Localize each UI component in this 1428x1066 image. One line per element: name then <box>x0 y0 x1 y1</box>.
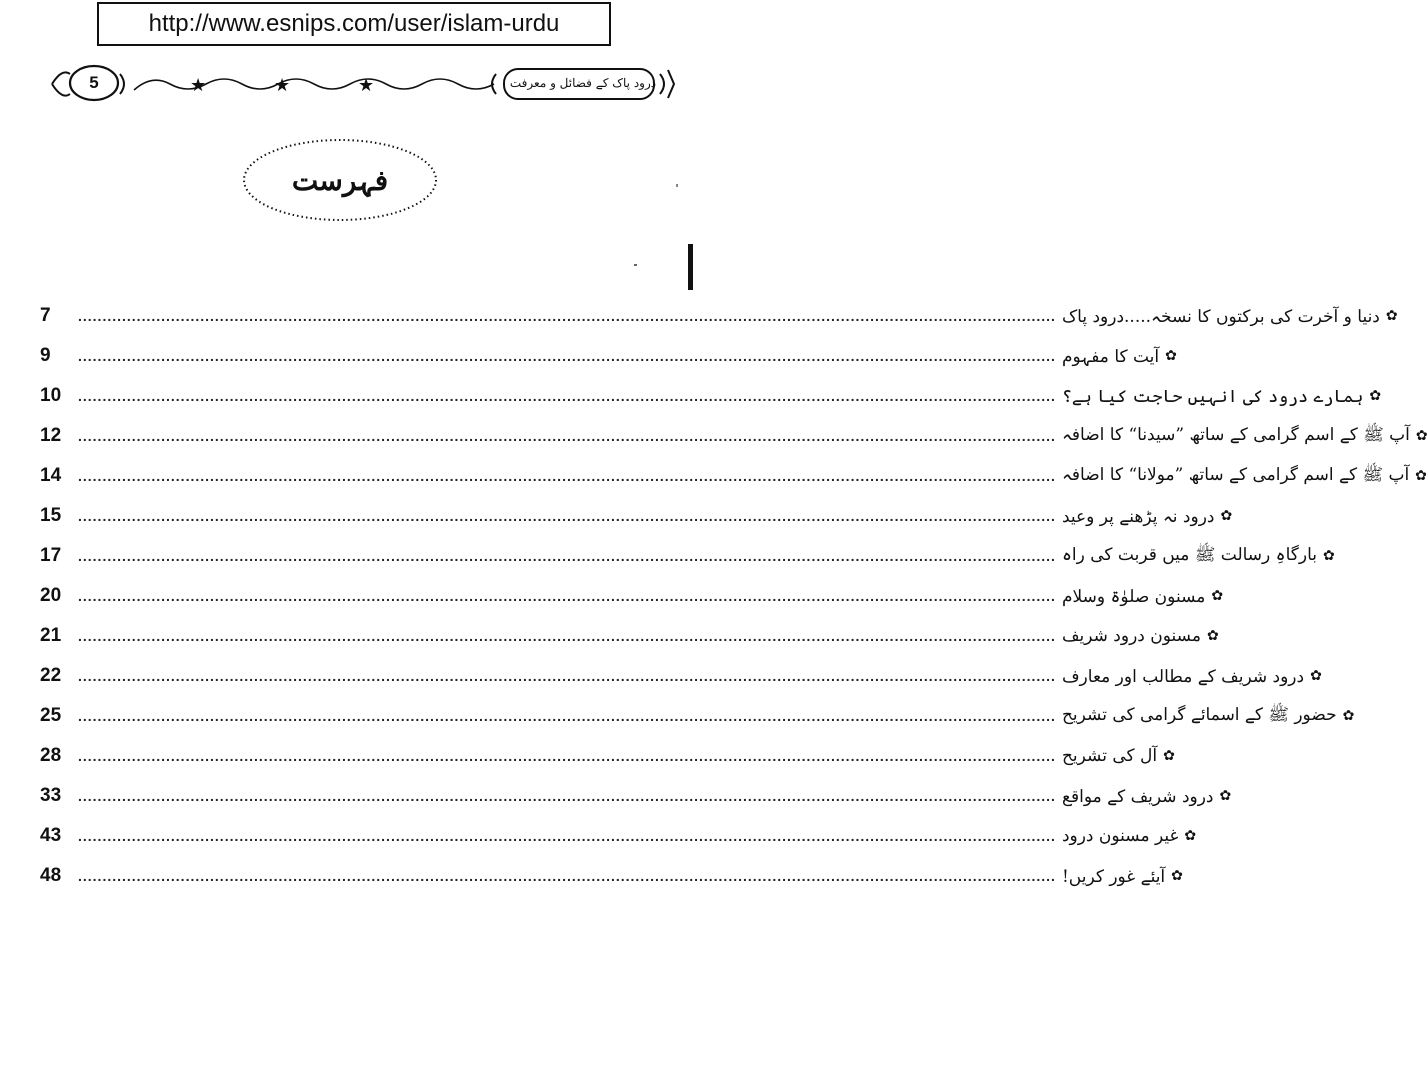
toc-entry-text: مسنون صلوٰۃ وسلام <box>1061 586 1206 607</box>
toc-page-number: 10 <box>40 385 62 406</box>
toc-entry-title <box>1062 386 1381 407</box>
toc-entry[interactable] <box>40 656 1322 696</box>
title-cartouche <box>240 135 440 225</box>
toc-entry[interactable] <box>40 456 1427 496</box>
toc-page-number: 43 <box>40 825 62 846</box>
toc-page-number: 7 <box>40 305 51 326</box>
page-title: فہرست <box>291 163 389 197</box>
flower-bullet-icon: ✿ <box>1385 308 1398 324</box>
toc-entry-title <box>1062 464 1427 489</box>
source-url: http://www.esnips.com/user/islam-urdu <box>148 10 560 37</box>
scan-artifact-bar <box>688 244 693 290</box>
scan-artifact <box>634 264 637 266</box>
toc-entry[interactable] <box>40 296 1398 336</box>
dot-leader: ........................................................................................................................................................................................................ <box>78 868 1056 884</box>
toc-entry[interactable] <box>40 736 1175 776</box>
flower-bullet-icon: ✿ <box>1211 588 1224 604</box>
toc-page-number: 15 <box>40 505 62 526</box>
toc-page-number: 33 <box>40 785 62 806</box>
toc-entry-text: آپ ﷺ کے اسم گرامی کے ساتھ ”مولانا“ کا اضافہ <box>1061 464 1410 485</box>
toc-entry-title <box>1062 746 1175 766</box>
flower-bullet-icon: ✿ <box>1163 748 1175 764</box>
toc-entry[interactable] <box>40 496 1233 536</box>
flower-bullet-icon: ✿ <box>1219 788 1232 804</box>
toc-entry-title <box>1062 306 1398 327</box>
flower-bullet-icon: ✿ <box>1323 548 1335 564</box>
flower-bullet-icon: ✿ <box>1165 348 1177 364</box>
dot-leader: ........................................................................................................................................................................................................ <box>78 588 1056 604</box>
svg-text:★: ★ <box>274 75 291 96</box>
toc-page-number: 22 <box>40 665 62 686</box>
flower-bullet-icon: ✿ <box>1220 508 1233 524</box>
toc-page-number: 48 <box>40 865 62 886</box>
toc-entry-title <box>1062 424 1428 449</box>
page-number-frame <box>68 66 120 100</box>
toc-entry-text: آل کی تشریح <box>1061 746 1158 766</box>
toc-page-number: 14 <box>40 465 62 486</box>
dot-leader: ........................................................................................................................................................................................................ <box>78 508 1056 524</box>
dot-leader: ........................................................................................................................................................................................................ <box>78 788 1056 804</box>
toc-entry-text: درود نہ پڑھنے پر وعید <box>1061 506 1215 527</box>
dot-leader: ........................................................................................................................................................................................................ <box>78 428 1056 444</box>
toc-entry[interactable] <box>40 816 1197 856</box>
toc-entry-title <box>1062 786 1231 807</box>
toc-entry-title <box>1062 506 1232 527</box>
scan-artifact <box>676 184 678 187</box>
toc-entry-text: غیر مسنون درود <box>1061 826 1179 846</box>
dot-leader: ........................................................................................................................................................................................................ <box>78 668 1056 684</box>
flower-bullet-icon: ✿ <box>1171 868 1183 884</box>
dot-leader: ........................................................................................................................................................................................................ <box>78 548 1056 564</box>
toc-entry[interactable] <box>40 536 1335 576</box>
page-header-ornament <box>48 60 676 108</box>
toc-entry-text: ہمارے درود کی انہیں حاجت کیا ہے؟ <box>1061 386 1364 407</box>
dot-leader: ........................................................................................................................................................................................................ <box>78 828 1056 844</box>
toc-entry[interactable] <box>40 696 1355 736</box>
flower-bullet-icon: ✿ <box>1415 428 1428 444</box>
toc-entry-title <box>1062 826 1196 846</box>
page-number: 5 <box>89 73 99 92</box>
toc-entry-text: حضور ﷺ کے اسمائے گرامی کی تشریح <box>1061 704 1337 725</box>
toc-entry-title <box>1062 586 1223 607</box>
source-url-box <box>97 2 611 46</box>
svg-text:★: ★ <box>190 75 207 96</box>
toc-entry-text: مسنون درود شریف <box>1061 626 1201 646</box>
toc-entry-text: آیئے غور کریں! <box>1061 866 1166 887</box>
toc-entry[interactable] <box>40 576 1224 616</box>
toc-entry[interactable] <box>40 776 1232 816</box>
toc-entry[interactable] <box>40 616 1219 656</box>
flower-bullet-icon: ✿ <box>1310 668 1322 684</box>
toc-page-number: 17 <box>40 545 62 566</box>
toc-entry-text: درود شریف کے مواقع <box>1061 786 1214 807</box>
toc-entry-text: بارگاہِ رسالت ﷺ میں قربت کی راہ <box>1061 544 1318 565</box>
toc-entry[interactable] <box>40 376 1382 416</box>
toc-entry[interactable] <box>40 336 1177 376</box>
flower-bullet-icon: ✿ <box>1206 628 1219 644</box>
dot-leader: ........................................................................................................................................................................................................ <box>78 628 1056 644</box>
toc-entry-text: آپ ﷺ کے اسم گرامی کے ساتھ ”سیدنا“ کا اضافہ <box>1061 424 1410 445</box>
svg-text:★: ★ <box>358 75 375 96</box>
dot-leader: ........................................................................................................................................................................................................ <box>78 388 1056 404</box>
toc-page-number: 12 <box>40 425 62 446</box>
toc-entry-text: آیت کا مفہوم <box>1061 346 1160 367</box>
flower-bullet-icon: ✿ <box>1184 828 1197 844</box>
toc-entry-title <box>1062 626 1219 646</box>
toc-entry[interactable] <box>40 856 1183 896</box>
toc-page-number: 28 <box>40 745 62 766</box>
flower-bullet-icon: ✿ <box>1369 388 1382 404</box>
flower-bullet-icon: ✿ <box>1415 468 1427 484</box>
toc-page-number: 9 <box>40 345 51 366</box>
toc-page-number: 21 <box>40 625 62 646</box>
flower-bullet-icon: ✿ <box>1342 708 1355 724</box>
dot-leader: ........................................................................................................................................................................................................ <box>78 468 1056 484</box>
dot-leader: ........................................................................................................................................................................................................ <box>78 748 1056 764</box>
toc-entry-text: دنیا و آخرت کی برکتوں کا نسخہ.....درود پاک <box>1061 306 1380 327</box>
toc-entry-title <box>1062 866 1183 887</box>
toc-entry-title <box>1062 704 1354 729</box>
toc-page-number: 25 <box>40 705 62 726</box>
toc-entry-title <box>1062 346 1177 367</box>
running-head: درود پاک کے فضائل و معرفت <box>509 76 657 90</box>
toc-entry-title <box>1062 544 1335 569</box>
toc-entry[interactable] <box>40 416 1428 456</box>
table-of-contents <box>40 296 1428 896</box>
dot-leader: ........................................................................................................................................................................................................ <box>78 708 1056 724</box>
dot-leader: ........................................................................................................................................................................................................ <box>78 308 1056 324</box>
toc-page-number: 20 <box>40 585 62 606</box>
dot-leader: ........................................................................................................................................................................................................ <box>78 348 1056 364</box>
toc-entry-title <box>1062 666 1322 687</box>
toc-entry-text: درود شریف کے مطالب اور معارف <box>1061 666 1305 687</box>
